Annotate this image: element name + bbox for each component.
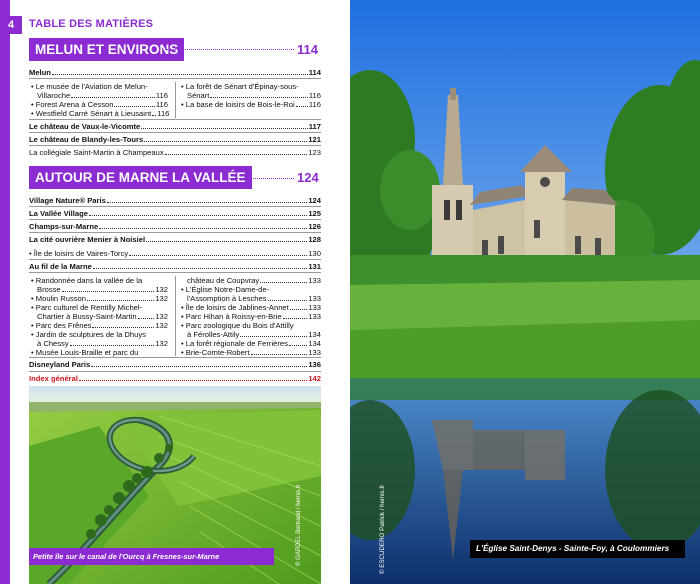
divider — [29, 232, 321, 233]
photo-caption-right: L'Église Saint-Denys - Sainte-Foy, à Coulommiers — [470, 540, 685, 558]
photo-credit-left: © GARDEL Bertrand / hemis.fr — [296, 484, 302, 566]
sub-entry[interactable]: • La base de loisirs de Bois-le-Roi 116 — [181, 100, 321, 109]
divider — [29, 219, 321, 220]
column-separator — [175, 82, 176, 118]
sub-entry-line[interactable]: • Musée Louis-Braille et parc du — [31, 348, 139, 357]
running-header: TABLE DES MATIÈRES — [29, 18, 154, 30]
sub-entry[interactable]: Villaroche 116 — [37, 91, 168, 100]
index-entry[interactable]: Index général 142 — [29, 374, 321, 383]
sub-entry-line[interactable]: • Randonnée dans la vallée de la — [31, 276, 143, 285]
sub-entry[interactable]: • La forêt régionale de Ferrières 134 — [181, 339, 321, 348]
sub-entry-line[interactable]: • La forêt de Sénart d'Épinay-sous- — [181, 82, 299, 91]
section-page-melun[interactable]: 114 — [297, 42, 318, 57]
section-title-marne[interactable]: AUTOUR DE MARNE LA VALLÉE — [29, 166, 252, 189]
toc-entry[interactable]: La cité ouvrière Menier à Noisiel 128 — [29, 235, 321, 244]
sub-entry[interactable]: • Moulin Russon 132 — [31, 294, 168, 303]
divider — [29, 132, 321, 133]
section-title-melun[interactable]: MELUN ET ENVIRONS — [29, 38, 184, 61]
toc-entry[interactable]: Melun 114 — [29, 68, 321, 77]
divider — [29, 259, 321, 260]
sub-entry[interactable]: • Forest Arena à Cesson 116 — [31, 100, 168, 109]
sub-entry[interactable]: à Férolles-Attily 134 — [187, 330, 321, 339]
toc-entry[interactable]: Disneyland Paris 136 — [29, 360, 321, 369]
toc-entry[interactable]: La Vallée Village 125 — [29, 209, 321, 218]
divider — [29, 206, 321, 207]
section-page-marne[interactable]: 124 — [297, 170, 319, 185]
toc-entry[interactable]: Champs-sur-Marne 126 — [29, 222, 321, 231]
sub-entry[interactable]: l'Assomption à Lesches 133 — [187, 294, 321, 303]
sub-entry-line[interactable]: • Parc zoologique du Bois d'Attilly — [181, 321, 294, 330]
toc-entry[interactable]: Village Nature® Paris 124 — [29, 196, 321, 205]
sub-entry[interactable]: • Parc Hihan à Roissy-en-Brie 133 — [181, 312, 321, 321]
divider — [29, 145, 321, 146]
sub-entry[interactable]: château de Coupvray 133 — [187, 276, 321, 285]
sub-entry-line[interactable]: • L'Église Notre-Dame-de- — [181, 285, 270, 294]
toc-entry[interactable]: • Île de loisirs de Vaires-Torcy 130 — [29, 249, 321, 258]
divider — [29, 272, 321, 273]
sub-entry[interactable]: • Westfield Carré Sénart à Lieusaint 116 — [31, 109, 170, 118]
toc-entry[interactable]: La collégiale Saint-Martin à Champeaux 123 — [29, 148, 321, 157]
sub-entry[interactable]: • Île de loisirs de Jablines-Annet 133 — [181, 303, 321, 312]
church-photo-image — [350, 0, 700, 584]
divider — [29, 357, 321, 358]
sub-entry[interactable]: à Chessy 132 — [37, 339, 168, 348]
toc-entry[interactable]: Le château de Blandy-les-Tours 121 — [29, 135, 321, 144]
toc-entry[interactable]: Le château de Vaux-le-Vicomte 117 — [29, 122, 321, 131]
section-leader-dots — [166, 49, 294, 50]
divider — [29, 371, 321, 372]
divider — [29, 119, 321, 120]
sub-entry-line[interactable]: • Jardin de sculptures de la Dhuys — [31, 330, 146, 339]
photo-credit-right: © ESCUDERO Patrick / hemis.fr — [379, 484, 386, 574]
sub-entry[interactable]: Chartier à Bussy-Saint-Martin 132 — [37, 312, 168, 321]
sub-entry-line[interactable]: • Le musée de l'Aviation de Melun- — [31, 82, 148, 91]
page-number: 4 — [0, 16, 22, 34]
toc-entry[interactable]: Au fil de la Marne 131 — [29, 262, 321, 271]
divider — [29, 78, 321, 79]
column-separator — [175, 276, 176, 356]
photo-caption-left: Petite île sur le canal de l'Ourcq à Fresnes-sur-Marne — [29, 548, 274, 565]
sub-entry[interactable]: • Brie-Comte-Robert 133 — [181, 348, 321, 357]
sub-entry[interactable]: Brosse 132 — [37, 285, 168, 294]
edge-color-bar — [0, 0, 10, 584]
sub-entry[interactable]: Sénart 116 — [187, 91, 321, 100]
section-leader-dots — [226, 178, 294, 179]
sub-entry[interactable]: • Parc des Frênes 132 — [31, 321, 168, 330]
right-page-photo — [350, 0, 700, 584]
sub-entry-line[interactable]: • Parc culturel de Rentilly Michel- — [31, 303, 143, 312]
